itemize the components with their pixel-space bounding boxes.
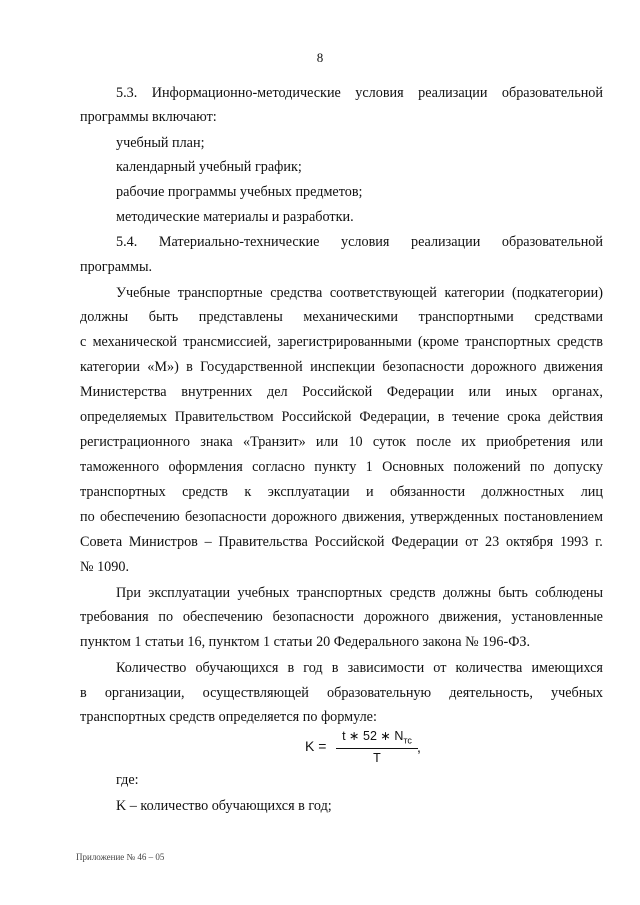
paragraph-line: № 1090. [80, 559, 130, 575]
formula-fraction [336, 728, 418, 765]
paragraph-line: При эксплуатации учебных транспортных средств должны быть соблюдены [116, 585, 603, 601]
paragraph-line: с механической трансмиссией, зарегистрированными (кроме транспортных средств [80, 334, 603, 350]
paragraph-line: определяемых Правительством Российской Федерации, в течение срока действия [80, 409, 603, 425]
paragraph-line: программы. [80, 259, 153, 275]
footer-note: Приложение № 46 – 05 [76, 852, 165, 862]
paragraph-line: таможенного оформления согласно пункту 1 Основных положений по допуску [80, 459, 603, 475]
paragraph-line: должны быть представлены механическими транспортными средствами [80, 309, 603, 325]
formula-lhs: K = [305, 738, 327, 754]
paragraph-line: транспортных средств определяется по формуле: [80, 709, 377, 725]
formula-numerator-subscript: тс [403, 735, 412, 746]
paragraph-line: Учебные транспортные средства соответствующей категории (подкатегории) [116, 285, 603, 301]
paragraph-line: транспортных средств к эксплуатации и обязанности должностных лиц [80, 484, 603, 500]
paragraph-line: по обеспечению безопасности дорожного движения, утвержденных постановлением [80, 509, 603, 525]
page-number: 8 [316, 50, 324, 65]
paragraph-line: в организации, осуществляющей образовательную деятельность, учебных [80, 685, 603, 701]
paragraph-line: категории «М») в Государственной инспекции безопасности дорожного движения [80, 359, 603, 375]
paragraph-line: регистрационного знака «Транзит» или 10 суток после их приобретения или [80, 434, 603, 450]
list-item: методические материалы и разработки. [116, 209, 354, 225]
list-item: учебный план; [116, 135, 205, 151]
paragraph-line: Количество обучающихся в год в зависимости от количества имеющихся [116, 660, 603, 676]
paragraph-line: пунктом 1 статьи 16, пунктом 1 статьи 20 Федерального закона № 196-ФЗ. [80, 634, 531, 650]
paragraph-line: Министерства внутренних дел Российской Федерации или иных органах, [80, 384, 603, 400]
list-item: календарный учебный график; [116, 159, 302, 175]
formula-numerator-main: t ∗ 52 ∗ N [342, 729, 404, 743]
paragraph-line: K – количество обучающихся в год; [116, 798, 332, 814]
formula-comma: , [417, 739, 421, 755]
formula-denominator: T [373, 750, 381, 765]
section-heading: 5.4. Материально-технические условия реализации образовательной [116, 234, 603, 250]
formula-numerator [336, 728, 418, 749]
formula [305, 728, 425, 768]
paragraph-line: 5.3. Информационно-методические условия реализации образовательной [116, 85, 603, 101]
paragraph-line: программы включают: [80, 109, 217, 125]
paragraph-line: где: [116, 772, 139, 788]
list-item: рабочие программы учебных предметов; [116, 184, 363, 200]
paragraph-line: Совета Министров – Правительства Российской Федерации от 23 октября 1993 г. [80, 534, 603, 550]
paragraph-line: требования по обеспечению безопасности дорожного движения, установленные [80, 609, 603, 625]
